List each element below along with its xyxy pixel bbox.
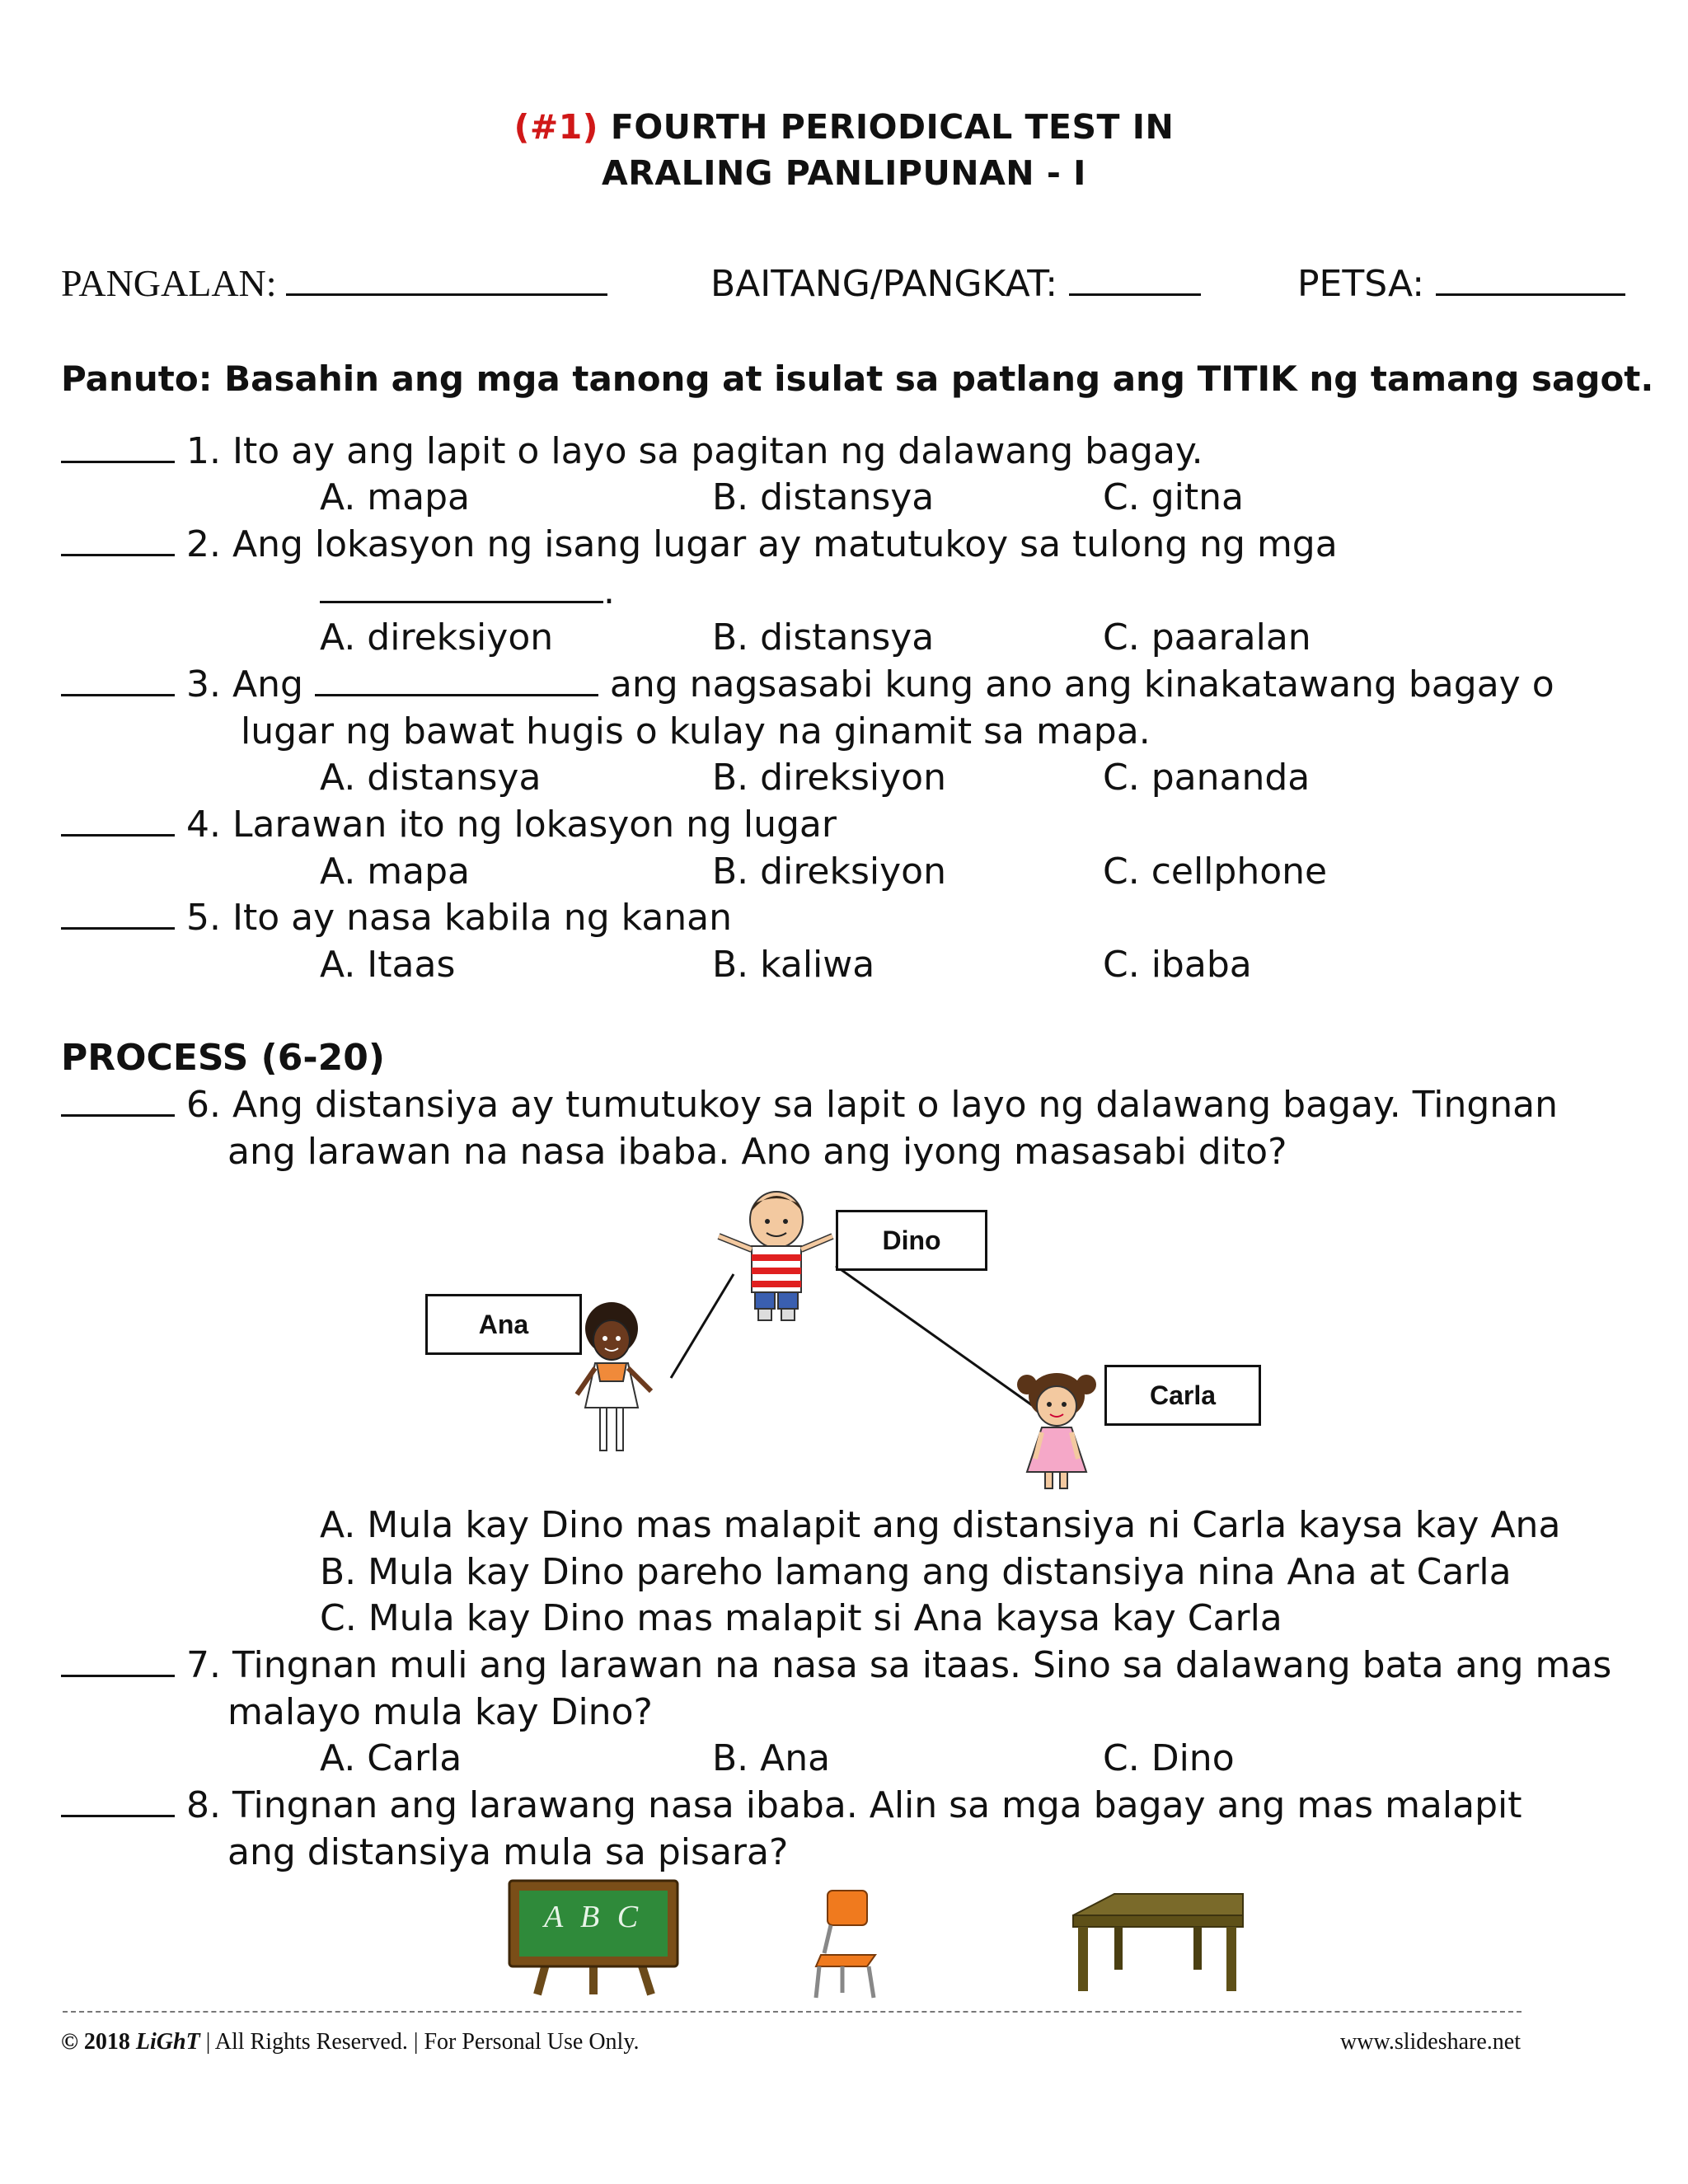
brand-name: LiGhT — [135, 2029, 200, 2055]
grade-label: BAITANG/PANGKAT: — [710, 263, 1058, 305]
question-7 — [61, 1644, 1611, 1686]
q2-option-b: B. distansya — [712, 616, 935, 658]
q4-option-c: C. cellphone — [1103, 851, 1328, 893]
q2-option-c: C. paaralan — [1103, 616, 1311, 658]
carla-label-box: Carla — [1104, 1365, 1261, 1426]
q1-option-a: A. mapa — [320, 476, 471, 518]
question-8-line1: 8. Tingnan ang larawang nasa ibaba. Alin sa mga bagay ang mas malapit — [186, 1784, 1522, 1826]
q3-option-c: C. pananda — [1103, 757, 1311, 799]
answer-blank-7[interactable] — [61, 1645, 175, 1677]
copyright-text: © 2018 — [61, 2029, 136, 2055]
q7-option-b: B. Ana — [712, 1737, 831, 1779]
line-dino-carla — [836, 1266, 1040, 1411]
instruction: Panuto: Basahin ang mga tanong at isulat sa patlang ang TITIK ng tamang sagot. — [61, 359, 1654, 399]
chalkboard-text: A B C — [543, 1900, 644, 1934]
q4-option-b: B. direksiyon — [712, 851, 946, 893]
q6-option-b: B. Mula kay Dino pareho lamang ang distansiya nina Ana at Carla — [320, 1551, 1512, 1593]
q3-option-b: B. direksiyon — [712, 757, 946, 799]
question-5-text: 5. Ito ay nasa kabila ng kanan — [186, 897, 733, 939]
q2-option-a: A. direksiyon — [320, 616, 554, 658]
date-label: PETSA: — [1297, 263, 1425, 305]
q1-option-c: C. gitna — [1103, 476, 1244, 518]
question-4-text: 4. Larawan ito ng lokasyon ng lugar — [186, 804, 837, 846]
question-2-text: 2. Ang lokasyon ng isang lugar ay matutukoy sa tulong ng mga — [186, 523, 1338, 565]
q3-option-a: A. distansya — [320, 757, 542, 799]
q7-option-a: A. Carla — [320, 1737, 462, 1779]
dino-label-box: Dino — [836, 1210, 987, 1271]
test-title-line2: ARALING PANLIPUNAN - I — [602, 153, 1086, 193]
q6-option-c: C. Mula kay Dino mas malapit si Ana kaysa kay Carla — [320, 1597, 1282, 1639]
question-8 — [61, 1784, 1522, 1826]
question-6-line1: 6. Ang distansiya ay tumutukoy sa lapit o layo ng dalawang bagay. Tingnan — [186, 1084, 1559, 1126]
table-figure — [1073, 1894, 1243, 1991]
name-label: PANGALAN: — [61, 262, 277, 304]
question-6-line2: ang larawan na nasa ibaba. Ano ang iyong masasabi dito? — [227, 1131, 1287, 1173]
question-7-line1: 7. Tingnan muli ang larawan na nasa sa itaas. Sino sa dalawang bata ang mas — [186, 1644, 1612, 1686]
q7-option-c: C. Dino — [1103, 1737, 1235, 1779]
test-number: (#1) — [513, 107, 599, 147]
rights-text: | All Rights Reserved. | For Personal Use Only. — [199, 2029, 640, 2055]
question-3-before: 3. Ang — [186, 663, 303, 705]
question-3-after: ang nagsasabi kung ano ang kinakatawang bagay o — [609, 663, 1554, 705]
question-2-period: . — [603, 570, 615, 612]
dino-figure — [719, 1192, 832, 1320]
footer-site[interactable]: www.slideshare.net — [1340, 2029, 1522, 2055]
line-dino-ana — [671, 1274, 734, 1378]
footer-copyright — [61, 2029, 640, 2055]
question-7-line2: malayo mula kay Dino? — [227, 1691, 653, 1733]
q4-option-a: A. mapa — [320, 851, 471, 893]
q5-option-a: A. Itaas — [320, 944, 456, 986]
chair-figure — [816, 1891, 875, 1998]
answer-blank-8[interactable] — [61, 1785, 175, 1817]
q5-option-b: B. kaliwa — [712, 944, 875, 986]
q6-option-a: A. Mula kay Dino mas malapit ang distansiya ni Carla kaysa kay Ana — [320, 1504, 1561, 1546]
chalkboard-figure — [509, 1881, 678, 1994]
question-3-cont: lugar ng bawat hugis o kulay na ginamit sa mapa. — [241, 710, 1151, 752]
question-1-text: 1. Ito ay ang lapit o layo sa pagitan ng dalawang bagay. — [186, 430, 1203, 472]
ana-figure — [577, 1302, 651, 1451]
question-8-line2: ang distansiya mula sa pisara? — [227, 1831, 789, 1873]
process-heading: PROCESS (6-20) — [61, 1037, 385, 1079]
footer-divider — [63, 2011, 1522, 2013]
title-text: FOURTH PERIODICAL TEST IN — [610, 107, 1175, 147]
q5-option-c: C. ibaba — [1103, 944, 1252, 986]
ana-label-box: Ana — [425, 1294, 582, 1355]
q1-option-b: B. distansya — [712, 476, 935, 518]
carla-figure — [1017, 1373, 1096, 1488]
